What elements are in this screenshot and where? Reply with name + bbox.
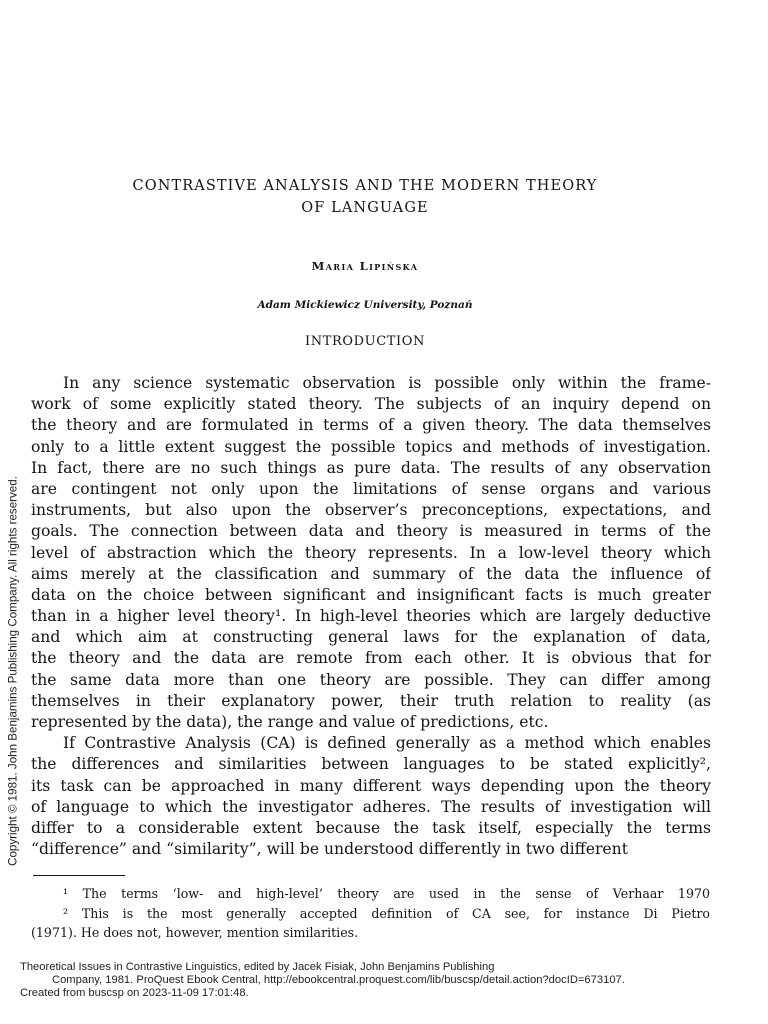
- paragraph-line: the same data more than one theory are possible. They can differ among: [31, 670, 711, 689]
- author-name: Maria Lipińska: [311, 259, 419, 273]
- source-citation-line: Created from buscsp on 2023-11-09 17:01:48.: [20, 987, 249, 1000]
- source-citation: [20, 961, 760, 1001]
- source-citation-line: Company, 1981. ProQuest Ebook Central, http://ebookcentral.proquest.com/lib/buscsp/detail.action?docID=673107.: [52, 974, 625, 987]
- footnote-line: ¹ The terms ‘low- and high-level’ theory are used in the sense of Verhaar 1970: [63, 886, 710, 901]
- article-title-line-2: OF LANGUAGE: [301, 200, 429, 216]
- paragraph-line: In fact, there are no such things as pure data. The results of any observation: [31, 458, 711, 477]
- paragraph-line: only to a little extent suggest the possible topics and methods of investigation.: [31, 437, 711, 456]
- paragraph-line: data on the choice between significant and insignificant facts is much greater: [31, 585, 711, 604]
- paragraph-line: In any science systematic observation is possible only within the frame-: [63, 374, 711, 392]
- paragraph-line: the theory and are formulated in terms of a given theory. The data themselves: [31, 416, 711, 435]
- paragraph-line: If Contrastive Analysis (CA) is defined generally as a method which enables: [63, 734, 711, 753]
- footnotes: [31, 884, 710, 943]
- paragraph-line: differ to a considerable extent because the task itself, especially the terms: [31, 818, 711, 837]
- paragraph-line: aims merely at the classification and summary of the data the influence of: [31, 564, 711, 583]
- author-affiliation: Adam Mickiewicz University, Poznań: [257, 299, 473, 311]
- footnote-divider: [33, 875, 125, 876]
- section-heading: INTRODUCTION: [305, 334, 425, 349]
- paragraph-line: work of some explicitly stated theory. The subjects of an inquiry depend on: [31, 395, 711, 414]
- paragraph-line: instruments, but also upon the observer’s preconceptions, expectations, and: [31, 501, 711, 520]
- paragraph-line: goals. The connection between data and theory is measured in terms of the: [31, 522, 711, 541]
- paragraph-line: than in a higher level theory¹. In high-level theories which are largely deductive: [31, 607, 711, 626]
- paragraph-line: and which aim at constructing general laws for the explanation of data,: [31, 628, 711, 647]
- footnote-line: ² This is the most generally accepted definition of CA see, for instance Di Pietro: [63, 905, 710, 921]
- paragraph-line: its task can be approached in many different ways depending upon the theory: [31, 776, 711, 795]
- paragraph-line: “difference” and “similarity”, will be understood differently in two different: [31, 840, 628, 859]
- body-text: [31, 373, 711, 860]
- copyright-notice: [5, 476, 21, 866]
- paragraph-line: the theory and the data are remote from each other. It is obvious that for: [31, 649, 711, 668]
- source-citation-line: Theoretical Issues in Contrastive Linguistics, edited by Jacek Fisiak, John Benjamins Publishing: [20, 961, 495, 973]
- paragraph-line: are contingent not only upon the limitations of sense organs and various: [31, 479, 711, 498]
- article-title-line-1: CONTRASTIVE ANALYSIS AND THE MODERN THEORY: [132, 178, 598, 194]
- paragraph-line: level of abstraction which the theory represents. In a low-level theory which: [31, 543, 711, 562]
- paragraph-line: themselves in their explanatory power, their truth relation to reality (as: [31, 691, 711, 710]
- paragraph-line: of language to which the investigator adheres. The results of investigation will: [31, 797, 711, 816]
- copyright-text: Copyright © 1981. John Benjamins Publishing Company. All rights reserved.: [6, 476, 20, 866]
- footnote-line: (1971). He does not, however, mention similarities.: [31, 925, 359, 940]
- paragraph-line: represented by the data), the range and value of predictions, etc.: [31, 713, 549, 731]
- paragraph-line: the differences and similarities between languages to be stated explicitly²,: [31, 755, 711, 774]
